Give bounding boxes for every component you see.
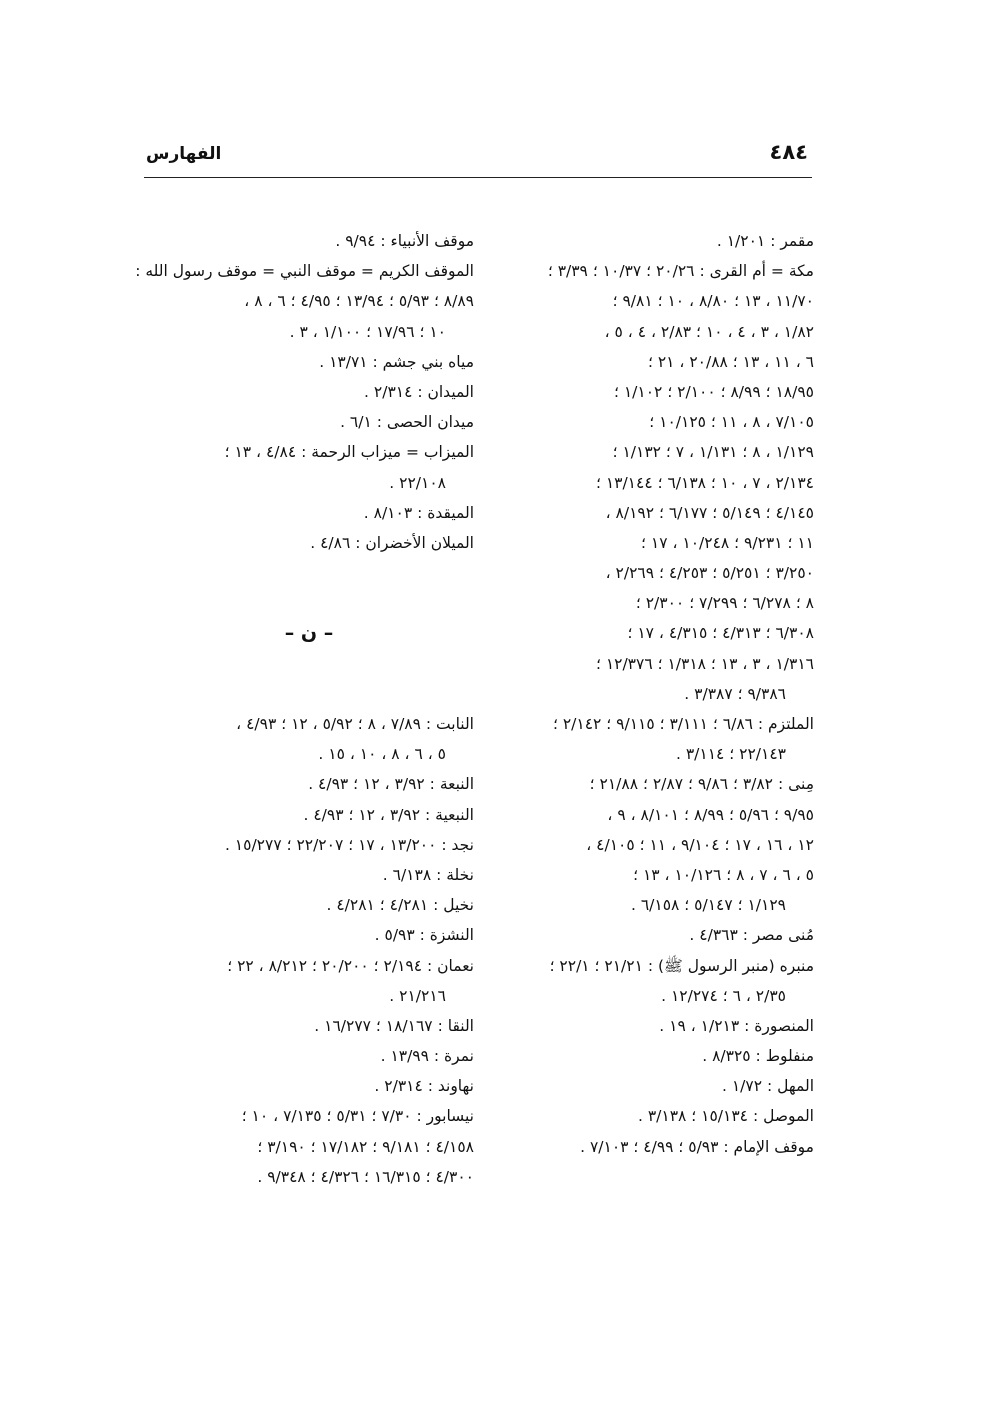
index-line: الملتزم : ٦/٨٦ ؛ ٣/١١١ ؛ ٩/١١٥ ؛ ٢/١٤٢ ؛	[552, 715, 814, 733]
index-line: نهاوند : ٢/٣١٤ .	[374, 1077, 474, 1096]
index-line: ٨/٨٩ ؛ ٥/٩٣ ؛ ١٣/٩٤ ؛ ٤/٩٥ ؛ ٦ ، ٨ ،	[244, 292, 474, 311]
index-line: ٤/٣٠٠ ؛ ١٦/٣١٥ ؛ ٤/٣٢٦ ؛ ٩/٣٤٨ .	[257, 1167, 474, 1186]
index-line: الموقف الكريم = موقف النبي = موقف رسول الله :	[135, 262, 474, 281]
index-line: ١١/٧٠ ، ١٣ ؛ ٨/٨٠ ، ١٠ ؛ ٩/٨١ ؛	[612, 292, 814, 311]
index-line: النابت : ٧/٨٩ ، ٨ ؛ ٥/٩٢ ، ١٢ ؛ ٤/٩٣ ،	[236, 715, 474, 734]
spacer	[144, 558, 474, 588]
index-line: موقف الأنبياء : ٩/٩٤ .	[335, 232, 474, 250]
index-line: ٢٢/١٤٣ ؛ ٣/١١٤ .	[675, 745, 786, 764]
index-line: ٩/٣٨٦ ؛ ٣/٣٨٧ .	[684, 684, 786, 703]
index-line: ٨ ؛ ٦/٢٧٨ ؛ ٧/٢٩٩ ؛ ٢/٣٠٠ ؛	[635, 594, 814, 613]
index-line: منفلوط : ٨/٣٢٥ .	[702, 1047, 814, 1066]
index-line: نيسابور : ٧/٣٠ ؛ ٥/٣١ ؛ ٧/١٣٥ ، ١٠ ؛	[241, 1107, 474, 1126]
index-line: مكة = أم القرى : ٢٠/٢٦ ؛ ١٠/٣٧ ؛ ٣/٣٩ ؛	[547, 262, 814, 281]
index-line: النقا : ١٨/١٦٧ ؛ ١٦/٢٧٧ .	[314, 1016, 474, 1035]
index-line: نخيل : ٤/٢٨١ ؛ ٤/٢٨١ .	[326, 896, 474, 915]
index-line: ٣/٢٥٠ ؛ ٥/٢٥١ ؛ ٤/٢٥٣ ؛ ٢/٢٦٩ ،	[605, 564, 814, 583]
index-line: ٤/١٤٥ ؛ ٥/١٤٩ ؛ ٦/١٧٧ ؛ ٨/١٩٢ ،	[605, 503, 814, 522]
index-line: ٥ ، ٦ ، ٨ ، ١٠ ، ١٥ .	[318, 745, 446, 764]
index-line: الميدان : ٢/٣١٤ .	[364, 382, 474, 401]
index-line: نجد : ١٣/٢٠٠ ، ١٧ ؛ ٢٢/٢٠٧ ؛ ١٥/٢٧٧ .	[224, 835, 474, 854]
index-line: ١/٨٢ ، ٣ ، ٤ ، ١٠ ؛ ٢/٨٣ ، ٤ ، ٥ ،	[604, 322, 814, 341]
index-line: ١٨/٩٥ ؛ ٨/٩٩ ؛ ٢/١٠٠ ؛ ١/١٠٢ ؛	[614, 382, 814, 401]
index-line: ٦/٣٠٨ ؛ ٤/٣١٣ ؛ ٤/٣١٥ ، ١٧ ؛	[627, 624, 814, 643]
index-line: الميقدة : ٨/١٠٣ .	[363, 503, 474, 522]
index-entries-top	[135, 226, 474, 558]
index-line: موقف الإمام : ٥/٩٣ ؛ ٤/٩٩ ؛ ٧/١٠٣ .	[580, 1137, 814, 1156]
index-line: مقمر : ١/٢٠١ .	[716, 232, 814, 250]
index-line: ٥ ، ٦ ، ٧ ، ٨ ؛ ١٠/١٢٦ ، ١٣ ؛	[633, 865, 814, 884]
spacer	[144, 679, 474, 709]
index-line: ٧/١٠٥ ، ٨ ، ١١ ؛ ١٠/١٢٥ ؛	[649, 413, 814, 432]
header-divider	[144, 177, 812, 178]
page-header-title: الفهارس	[146, 144, 222, 164]
index-line: مياه بني جشم : ١٣/٧١ .	[319, 352, 474, 371]
index-line: ١٢ ، ١٦ ، ١٧ ؛ ٩/١٠٤ ، ١١ ؛ ٤/١٠٥ ،	[586, 835, 814, 854]
index-line: ٢/١٣٤ ، ٧ ، ١٠ ؛ ٦/١٣٨ ؛ ١٣/١٤٤ ؛	[595, 473, 814, 492]
index-line: ٦ ، ١١ ، ١٣ ؛ ٢٠/٨٨ ، ٢١ ؛	[647, 352, 814, 371]
index-line: ٩/٩٥ ؛ ٥/٩٦ ؛ ٨/٩٩ ؛ ٨/١٠١ ، ٩ ،	[607, 805, 814, 824]
index-line: النبعة : ٣/٩٢ ، ١٢ ؛ ٤/٩٣ .	[308, 775, 474, 794]
index-line: الموصل : ١٥/١٣٤ ؛ ٣/١٣٨ .	[637, 1107, 814, 1126]
index-line: منبره (منبر الرسول ﷺ) : ٢١/٢١ ؛ ٢٢/١ ؛	[549, 956, 814, 975]
index-line: ١/٣١٦ ، ٣ ، ١٣ ؛ ١/٣١٨ ؛ ١٢/٣٧٦ ؛	[595, 654, 814, 673]
section-heading-noon: – ن –	[284, 622, 334, 645]
index-line: مُنى مصر : ٤/٣٦٣ .	[689, 926, 814, 945]
index-line: ١٠ ؛ ١٧/٩٦ ؛ ١/١٠٠ ، ٣ .	[289, 322, 446, 341]
index-line: مِنى : ٣/٨٢ ؛ ٩/٨٦ ؛ ٢/٨٧ ؛ ٢١/٨٨ ؛	[589, 775, 814, 794]
index-line: المهل : ١/٧٢ .	[721, 1077, 814, 1096]
index-line: ١/١٢٩ ، ٨ ؛ ١/١٣١ ، ٧ ؛ ١/١٣٢ ؛	[612, 443, 814, 462]
index-line: ميدان الحصى : ٦/١ .	[340, 413, 474, 432]
index-line: نخلة : ٦/١٣٨ .	[382, 865, 474, 884]
index-line: نمرة : ١٣/٩٩ .	[380, 1047, 474, 1066]
index-column-left	[135, 226, 474, 1192]
page-number: ٤٨٤	[769, 140, 808, 164]
index-line: الميزاب = ميزاب الرحمة : ٤/٨٤ ، ١٣ ؛	[224, 443, 474, 462]
index-line: الميلان الأخضران : ٤/٨٦ .	[310, 533, 474, 552]
index-line: ٢٢/١٠٨ .	[389, 473, 446, 492]
index-line: ٢١/٢١٦ .	[389, 986, 446, 1005]
index-line: نعمان : ٢/١٩٤ ؛ ٢٠/٢٠٠ ؛ ٨/٢١٢ ، ٢٢ ؛	[227, 956, 474, 975]
index-line: ١/١٢٩ ؛ ٥/١٤٧ ؛ ٦/١٥٨ .	[630, 896, 786, 915]
index-line: المنصورة : ١/٢١٣ ، ١٩ .	[659, 1016, 814, 1035]
index-entries-bottom	[144, 709, 474, 1192]
index-column-right	[486, 226, 814, 1162]
index-line: النبعية : ٣/٩٢ ، ١٢ ؛ ٤/٩٣ .	[303, 805, 474, 824]
index-line: النشزة : ٥/٩٣ .	[374, 926, 474, 945]
index-line: ١١ ؛ ٩/٢٣١ ؛ ١٠/٢٤٨ ، ١٧ ؛	[641, 533, 814, 552]
index-line: ٢/٣٥ ، ٦ ؛ ١٢/٢٧٤ .	[661, 986, 786, 1005]
index-line: ٤/١٥٨ ؛ ٩/١٨١ ؛ ١٧/١٨٢ ؛ ٣/١٩٠ ؛	[257, 1137, 474, 1156]
